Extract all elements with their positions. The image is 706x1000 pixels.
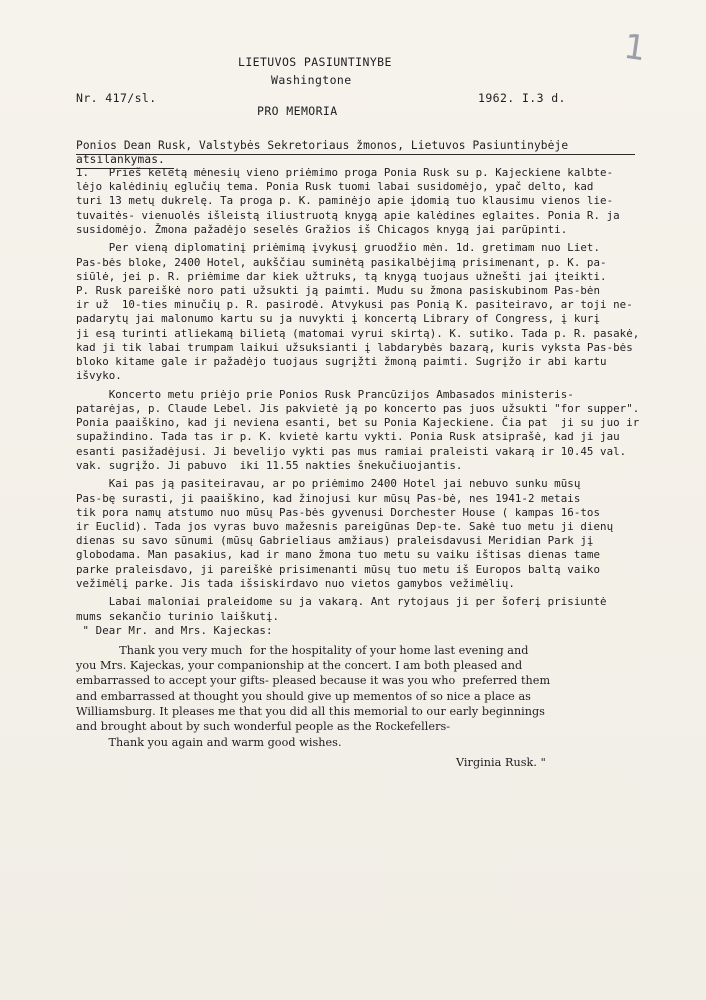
text-line: parke praleisdavo, ji pareiškė prisimenanti mūsų tuo metu iš Europos baltą vaiko (76, 562, 601, 576)
text-line: ir už 10-ties minučių p. R. pasirodė. Atvykusi pas Ponią K. pasiteiravo, ar toji ne- (76, 298, 633, 312)
paragraph (76, 595, 676, 623)
document-date: 1962. I.3 d. (478, 91, 566, 105)
text-line: ji esą turinti atliekamą bilietą (matomai vyrui skirtą). K. sutiko. Tada p. R. pasakė, (76, 326, 640, 340)
text-line: ir Euclid). Tada jos vyras buvo mažesnis pareigūnas Dep-te. Sakė tuo metu ji dienų (76, 520, 614, 533)
text-line: vak. sugrįžo. Ji pabuvo iki 11.55 nakties šnekučiuojantis. (76, 458, 463, 472)
paragraph (76, 388, 676, 473)
text-line: Labai maloniai praleidome su ja vakarą. Ant rytojaus ji per šoferį prisiuntė (76, 595, 607, 609)
letter-line: you Mrs. Kajeckas, your companionship at the concert. I am both pleased and (76, 658, 523, 672)
text-line: patarėjas, p. Claude Lebel. Jis pakvietė ją po koncerto pas juos užsukti "for supper". (76, 402, 640, 415)
handwritten-page-number: 1 (621, 26, 649, 70)
text-line: tuvaitės- vienuolės išleistą iliustruotą knygą apie kalėdines eglaites. Ponia R. ja (76, 208, 620, 222)
subject-line-2: atsilankymas. (76, 153, 165, 166)
text-line: dienas su savo sūnumi (mūsų Gabrieliaus amžiaus) praleisdavusi Meridian Park jį (76, 534, 594, 548)
text-line: P. Rusk pareiškė noro pati užsukti ją paimti. Mudu su žmona pasiskubinom Pas-bėn (76, 284, 601, 297)
organization-title: LIETUVOS PASIUNTINYBE (238, 55, 392, 69)
text-line: vežimėlį parke. Jis tada išsiskirdavo nuo vietos gamybos vežimėlių. (76, 576, 515, 590)
text-line: Pas-bės bloke, 2400 Hotel, aukščiau suminėtą pasikalbėjimą prisimenant, p. K. pa- (76, 255, 607, 269)
text-line: Pas-bę surasti, ji paaiškino, kad žinojusi kur mūsų Pas-bė, nes 1941-2 metais (76, 491, 581, 505)
document-type: PRO MEMORIA (257, 104, 338, 118)
text-line: lėjo kalėdinių eglučių tema. Ponia Rusk tuomi labai susidomėjo, ypač delto, kad (76, 180, 594, 194)
letter-line: Williamsburg. It pleases me that you did all this memorial to our early beginnings (76, 705, 545, 719)
document-number: Nr. 417/sl. (76, 91, 157, 105)
letter-line: Thank you again and warm good wishes. (76, 735, 342, 749)
text-line: bloko kitame gale ir pažadėjo tuojaus sugrįžti žmoną paimti. Sugrįžo ir abi kartu (76, 354, 607, 368)
text-line: turi 13 metų dukrelę. Ta proga p. K. paminėjo apie įdomią tuo klausimu vienos lie- (76, 194, 614, 208)
text-line: Per vieną diplomatinį priėmimą įvykusį gruodžio mėn. 1d. gretimam nuo Liet. (76, 241, 601, 255)
text-line: Ponia paaiškino, kad ji neviena esanti, bet su Ponia Kajeckiene. Čia pat ji su juo ir (76, 416, 640, 430)
text-line: 1. Prieš keletą mėnesių vieno priėmimo proga Ponia Rusk su p. Kajeckiene kalbte- (76, 166, 614, 179)
text-line: Koncerto metu priėjo prie Ponios Rusk Prancūzijos Ambasados ministeris- (76, 387, 574, 401)
text-line: susidomėjo. Žmona pažadėjo seselės Gražios iš Chicagos knygą jai parūpinti. (76, 222, 568, 236)
paragraph (76, 477, 676, 591)
letter-line: and embarrassed at thought you should give up mementos of so nice a place as (76, 689, 531, 703)
text-line: mums sekančio turinio laiškutį. (76, 609, 280, 623)
text-line: tik pora namų atstumo nuo mūsų Pas-bės gyvenusi Dorchester House ( kampas 16-tos (76, 505, 601, 519)
letter-signature: Virginia Rusk. " (456, 755, 546, 769)
subject-line-1: Ponios Dean Rusk, Valstybės Sekretoriaus žmonos, Lietuvos Pasiuntinybėje (76, 139, 569, 152)
text-line: esanti pasižadėjusi. Ji bevelijo vykti pas mus ramiai praleisti vakarą ir 10.45 val. (76, 444, 627, 458)
text-line: supažindino. Tada tas ir p. K. kvietė kartu vykti. Ponia Rusk atsiprašė, kad ji jau (76, 430, 620, 444)
letter-line: Thank you very much for the hospitality of your home last evening and (76, 643, 529, 657)
letter-line: and brought about by such wonderful people as the Rockefellers- (76, 720, 451, 734)
text-line: kad ji tik labai trumpam laikui užsuksianti į labdarybės bazarą, kuris vyksta Pas-bės (76, 340, 633, 354)
quoted-letter (76, 643, 676, 771)
letter-greeting: " Dear Mr. and Mrs. Kajeckas: (76, 623, 273, 637)
paragraph (76, 166, 676, 237)
text-line: siūlė, jei p. R. priėmime dar kiek užtruks, tą knygą tuojaus užnešti jai įteikti. (76, 269, 607, 283)
text-line: Kai pas ją pasiteiravau, ar po priėmimo 2400 Hotel jai nebuvo sunku mūsų (76, 477, 581, 491)
letter-line: embarrassed to accept your gifts- pleased because it was you who preferred them (76, 674, 551, 688)
text-line: išvyko. (76, 369, 122, 383)
text-line: globodama. Man pasakius, kad ir mano žmona tuo metu su vaiku ištisas dienas tame (76, 548, 601, 562)
memo-body (76, 166, 676, 770)
paragraph (76, 241, 676, 383)
text-line: padarytų jai malonumo kartu su ja nuvykti į koncertą Library of Congress, į kurį (76, 312, 601, 326)
city-line: Washingtone (271, 73, 352, 87)
